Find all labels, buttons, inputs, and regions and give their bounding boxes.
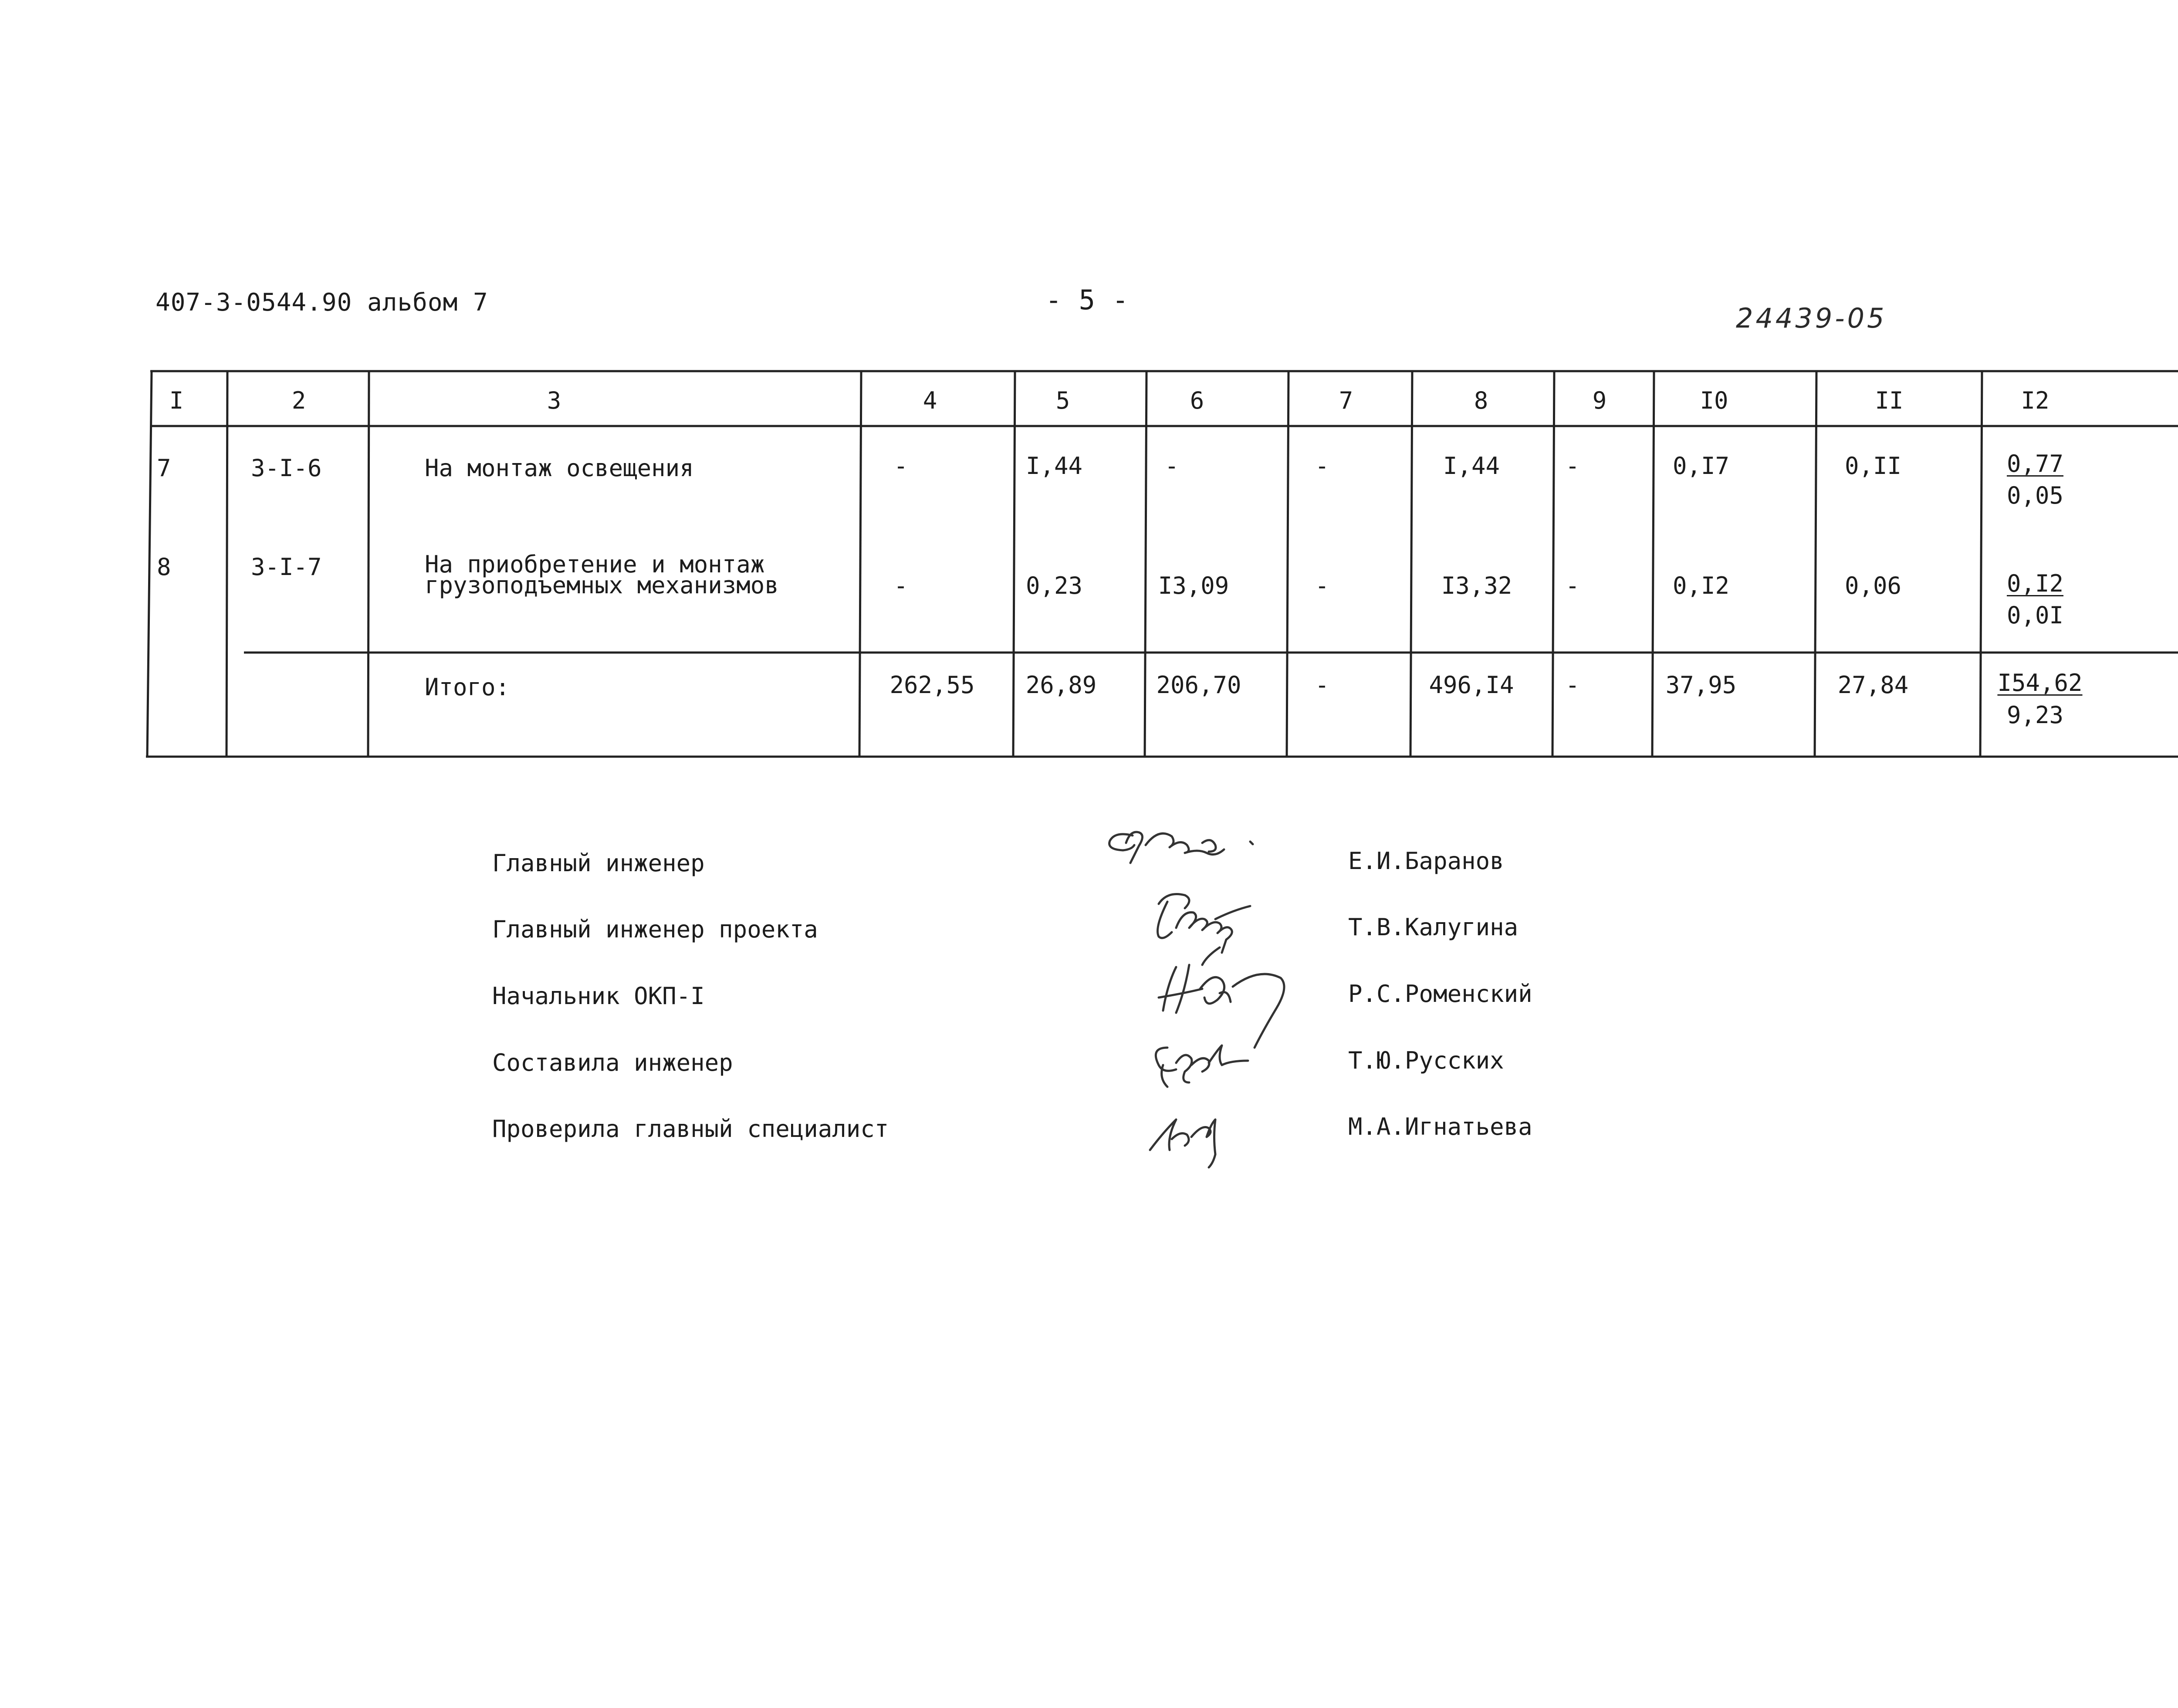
registration-number: 24439-05 bbox=[1736, 302, 1887, 334]
column-header-9: 9 bbox=[1592, 387, 1607, 414]
cell-col-12-bottom: 0,05 bbox=[2006, 482, 2064, 509]
signature-name: М.А.Игнатьева bbox=[1348, 1113, 1532, 1140]
column-header-10: I0 bbox=[1700, 387, 1728, 414]
row-description: На приобретение и монтаж bbox=[425, 551, 765, 578]
cell-col-5: 0,23 bbox=[1025, 572, 1083, 599]
cell-col-11: 0,06 bbox=[1844, 572, 1902, 599]
cell-col-4: - bbox=[893, 452, 908, 480]
page-number: - 5 - bbox=[1045, 284, 1129, 316]
cell-col-4: - bbox=[893, 572, 908, 599]
row-code: 3-I-6 bbox=[251, 454, 322, 482]
row-code: 3-I-7 bbox=[251, 553, 322, 581]
row-number: 8 bbox=[157, 553, 171, 581]
signature-title: Главный инженер проекта bbox=[492, 916, 818, 943]
cell-col-5: I,44 bbox=[1025, 452, 1083, 480]
row-number: 7 bbox=[157, 454, 171, 482]
column-header-11: II bbox=[1875, 387, 1904, 414]
cell-col-7: - bbox=[1315, 452, 1329, 480]
column-header-8: 8 bbox=[1474, 387, 1488, 414]
signature-name: Т.В.Калугина bbox=[1348, 913, 1519, 941]
cell-col-9: - bbox=[1565, 452, 1580, 480]
column-header-4: 4 bbox=[923, 387, 937, 414]
cell-col-11: 0,II bbox=[1844, 452, 1902, 480]
total-col-11: 27,84 bbox=[1837, 671, 1909, 699]
total-col-9: - bbox=[1565, 671, 1580, 699]
column-header-2: 2 bbox=[291, 387, 306, 414]
total-col-10: 37,95 bbox=[1665, 671, 1737, 699]
column-header-7: 7 bbox=[1339, 387, 1353, 414]
cell-col-10: 0,I2 bbox=[1672, 572, 1730, 599]
cell-col-9: - bbox=[1565, 572, 1580, 599]
document-code: 407-3-0544.90 альбом 7 bbox=[156, 288, 488, 317]
signature-title: Начальник ОКП-I bbox=[492, 982, 705, 1010]
total-col-5: 26,89 bbox=[1025, 671, 1097, 699]
signature-name: Р.С.Роменский bbox=[1348, 980, 1532, 1008]
total-col-7: - bbox=[1315, 671, 1329, 699]
column-header-3: 3 bbox=[547, 387, 561, 414]
column-header-12: I2 bbox=[2021, 387, 2049, 414]
total-col-4: 262,55 bbox=[889, 671, 975, 699]
total-col-8: 496,I4 bbox=[1429, 671, 1514, 699]
cell-col-8: I3,32 bbox=[1441, 572, 1512, 599]
total-col-12-bottom: 9,23 bbox=[2006, 701, 2064, 729]
column-header-5: 5 bbox=[1055, 387, 1070, 414]
signature-name: Е.И.Баранов bbox=[1348, 847, 1504, 875]
cell-col-12-top: 0,I2 bbox=[2006, 570, 2064, 597]
cell-col-6: I3,09 bbox=[1158, 572, 1229, 599]
cell-col-12-bottom: 0,0I bbox=[2006, 602, 2064, 629]
column-header-1: I bbox=[169, 387, 184, 414]
signature-name: Т.Ю.Русских bbox=[1348, 1047, 1504, 1074]
row-description: На монтаж освещения bbox=[425, 454, 694, 482]
signature-title: Составила инженер bbox=[492, 1049, 733, 1076]
signature-title: Главный инженер bbox=[492, 849, 705, 877]
column-header-6: 6 bbox=[1190, 387, 1204, 414]
row-description-line2: грузоподъемных механизмов bbox=[425, 572, 779, 599]
total-label: Итого: bbox=[425, 673, 510, 701]
cell-col-6: - bbox=[1164, 452, 1179, 480]
signature-title: Проверила главный специалист bbox=[492, 1115, 889, 1143]
cell-col-12-top: 0,77 bbox=[2006, 450, 2064, 477]
cell-col-8: I,44 bbox=[1443, 452, 1500, 480]
cell-col-7: - bbox=[1315, 572, 1329, 599]
total-col-12-top: I54,62 bbox=[1997, 669, 2083, 697]
total-col-6: 206,70 bbox=[1156, 671, 1241, 699]
cell-col-10: 0,I7 bbox=[1672, 452, 1730, 480]
